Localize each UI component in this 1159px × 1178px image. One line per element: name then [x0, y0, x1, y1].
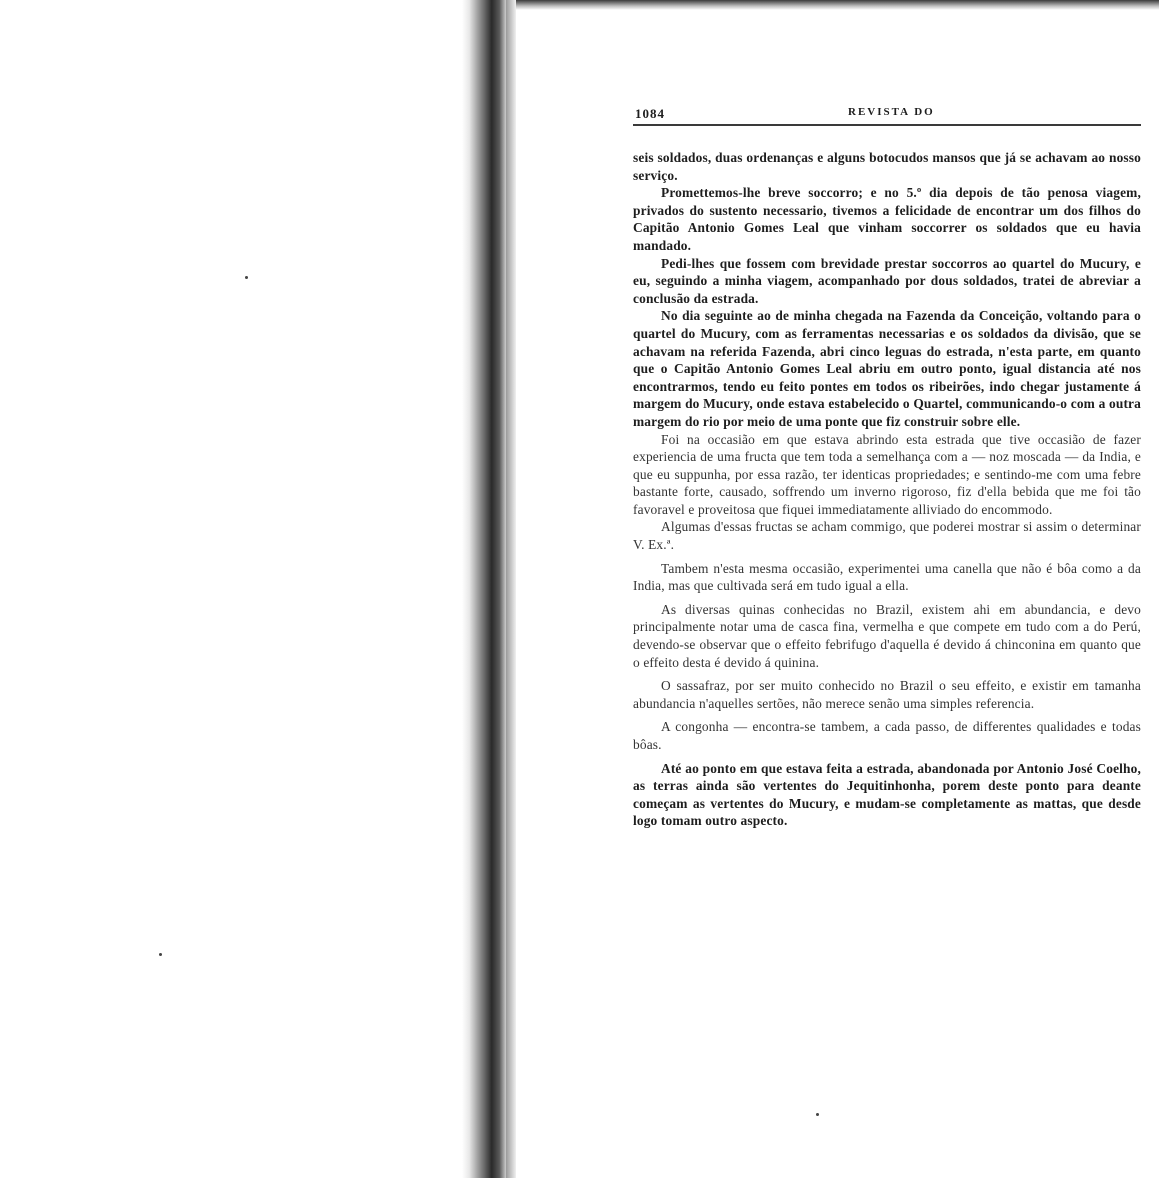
book-page [633, 104, 1141, 830]
paragraph: O sassafraz, por ser muito conhecido no Brazil o seu effeito, e existir em tamanha abundancia n'aquelles sertões, não merece senão uma simples referencia. [633, 678, 1141, 711]
running-head [633, 104, 1141, 124]
scan-speck [159, 953, 162, 956]
body-text [633, 149, 1141, 830]
journal-title: REVISTA DO [848, 106, 935, 118]
page-number: 1084 [635, 106, 665, 121]
paragraph: Foi na occasião em que estava abrindo esta estrada que tive occasião de fazer experiencia de uma fructa que tem toda a semelhança com a — noz moscada — da India, e que eu suppunha, por essa razão, ter identicas propriedades; e sentindo-me com uma febre bastante forte, causado, soffrendo um inverno rigoroso, fiz d'ella bebida que me foi tão favoravel e proveitosa que fiquei immediatamente alliviado do encommodo. [633, 431, 1141, 517]
paragraph: As diversas quinas conhecidas no Brazil, existem ahi em abundancia, e devo principalmente notar uma de casca fina, vermelha e que compete em tudo com a do Perú, devendo-se observar que o effeito febrifugo d'aquella é devido á chinconina em quanto que o effeito desta é devido á quinina. [633, 601, 1141, 670]
paragraph: No dia seguinte ao de minha chegada na Fazenda da Conceição, voltando para o quartel do Mucury, com as ferramentas necessarias e os soldados da divisão, que se achavam na referida Fazenda, abri cinco leguas do estrada, n'esta parte, em quanto que o Capitão Antonio Gomes Leal abriu em outro ponto, igual distancia até nos encontrarmos, tendo eu feito pontes em todos os ribeirões, indo chegar justamente á margem do Mucury, onde estava estabelecido o Quartel, communicando-o com a outra margem do rio por meio de uma ponte que fiz construir sobre elle. [633, 308, 1141, 429]
scan-speck [245, 276, 248, 279]
paragraph: Algumas d'essas fructas se acham commigo, que poderei mostrar si assim o determinar V. Ex.ª. [633, 519, 1141, 553]
header-rule [633, 124, 1141, 126]
paragraph: A congonha — encontra-se tambem, a cada passo, de differentes qualidades e todas bôas. [633, 719, 1141, 752]
paragraph: Tambem n'esta mesma occasião, experimentei uma canella que não é bôa como a da India, mas que cultivada será em tudo igual a ella. [633, 560, 1141, 594]
paragraph: Até ao ponto em que estava feita a estrada, abandonada por Antonio José Coelho, as terras ainda são vertentes do Jequitinhonha, porem deste ponto para deante começam as vertentes do Mucury, e mudam-se completamente as mattas, que desde logo tomam outro aspecto. [633, 760, 1141, 829]
paragraph: Promettemos-lhe breve soccorro; e no 5.º dia depois de tão penosa viagem, privados do sustento necessario, tivemos a felicidade de encontrar um dos filhos do Capitão Antonio Gomes Leal que vinham soccorrer os soldados que eu havia mandado. [633, 185, 1141, 253]
book-spine-shadow [462, 0, 510, 1178]
paragraph: seis soldados, duas ordenanças e alguns botocudos mansos que já se achavam ao nosso serviço. [633, 150, 1141, 183]
page-top-shadow [500, 0, 1159, 10]
book-gutter-edge [506, 0, 516, 1178]
scan-speck [816, 1113, 819, 1116]
paragraph: Pedi-lhes que fossem com brevidade prestar soccorros ao quartel do Mucury, e eu, seguindo a minha viagem, acompanhado por dous soldados, tratei de abreviar a conclusão da estrada. [633, 255, 1141, 306]
